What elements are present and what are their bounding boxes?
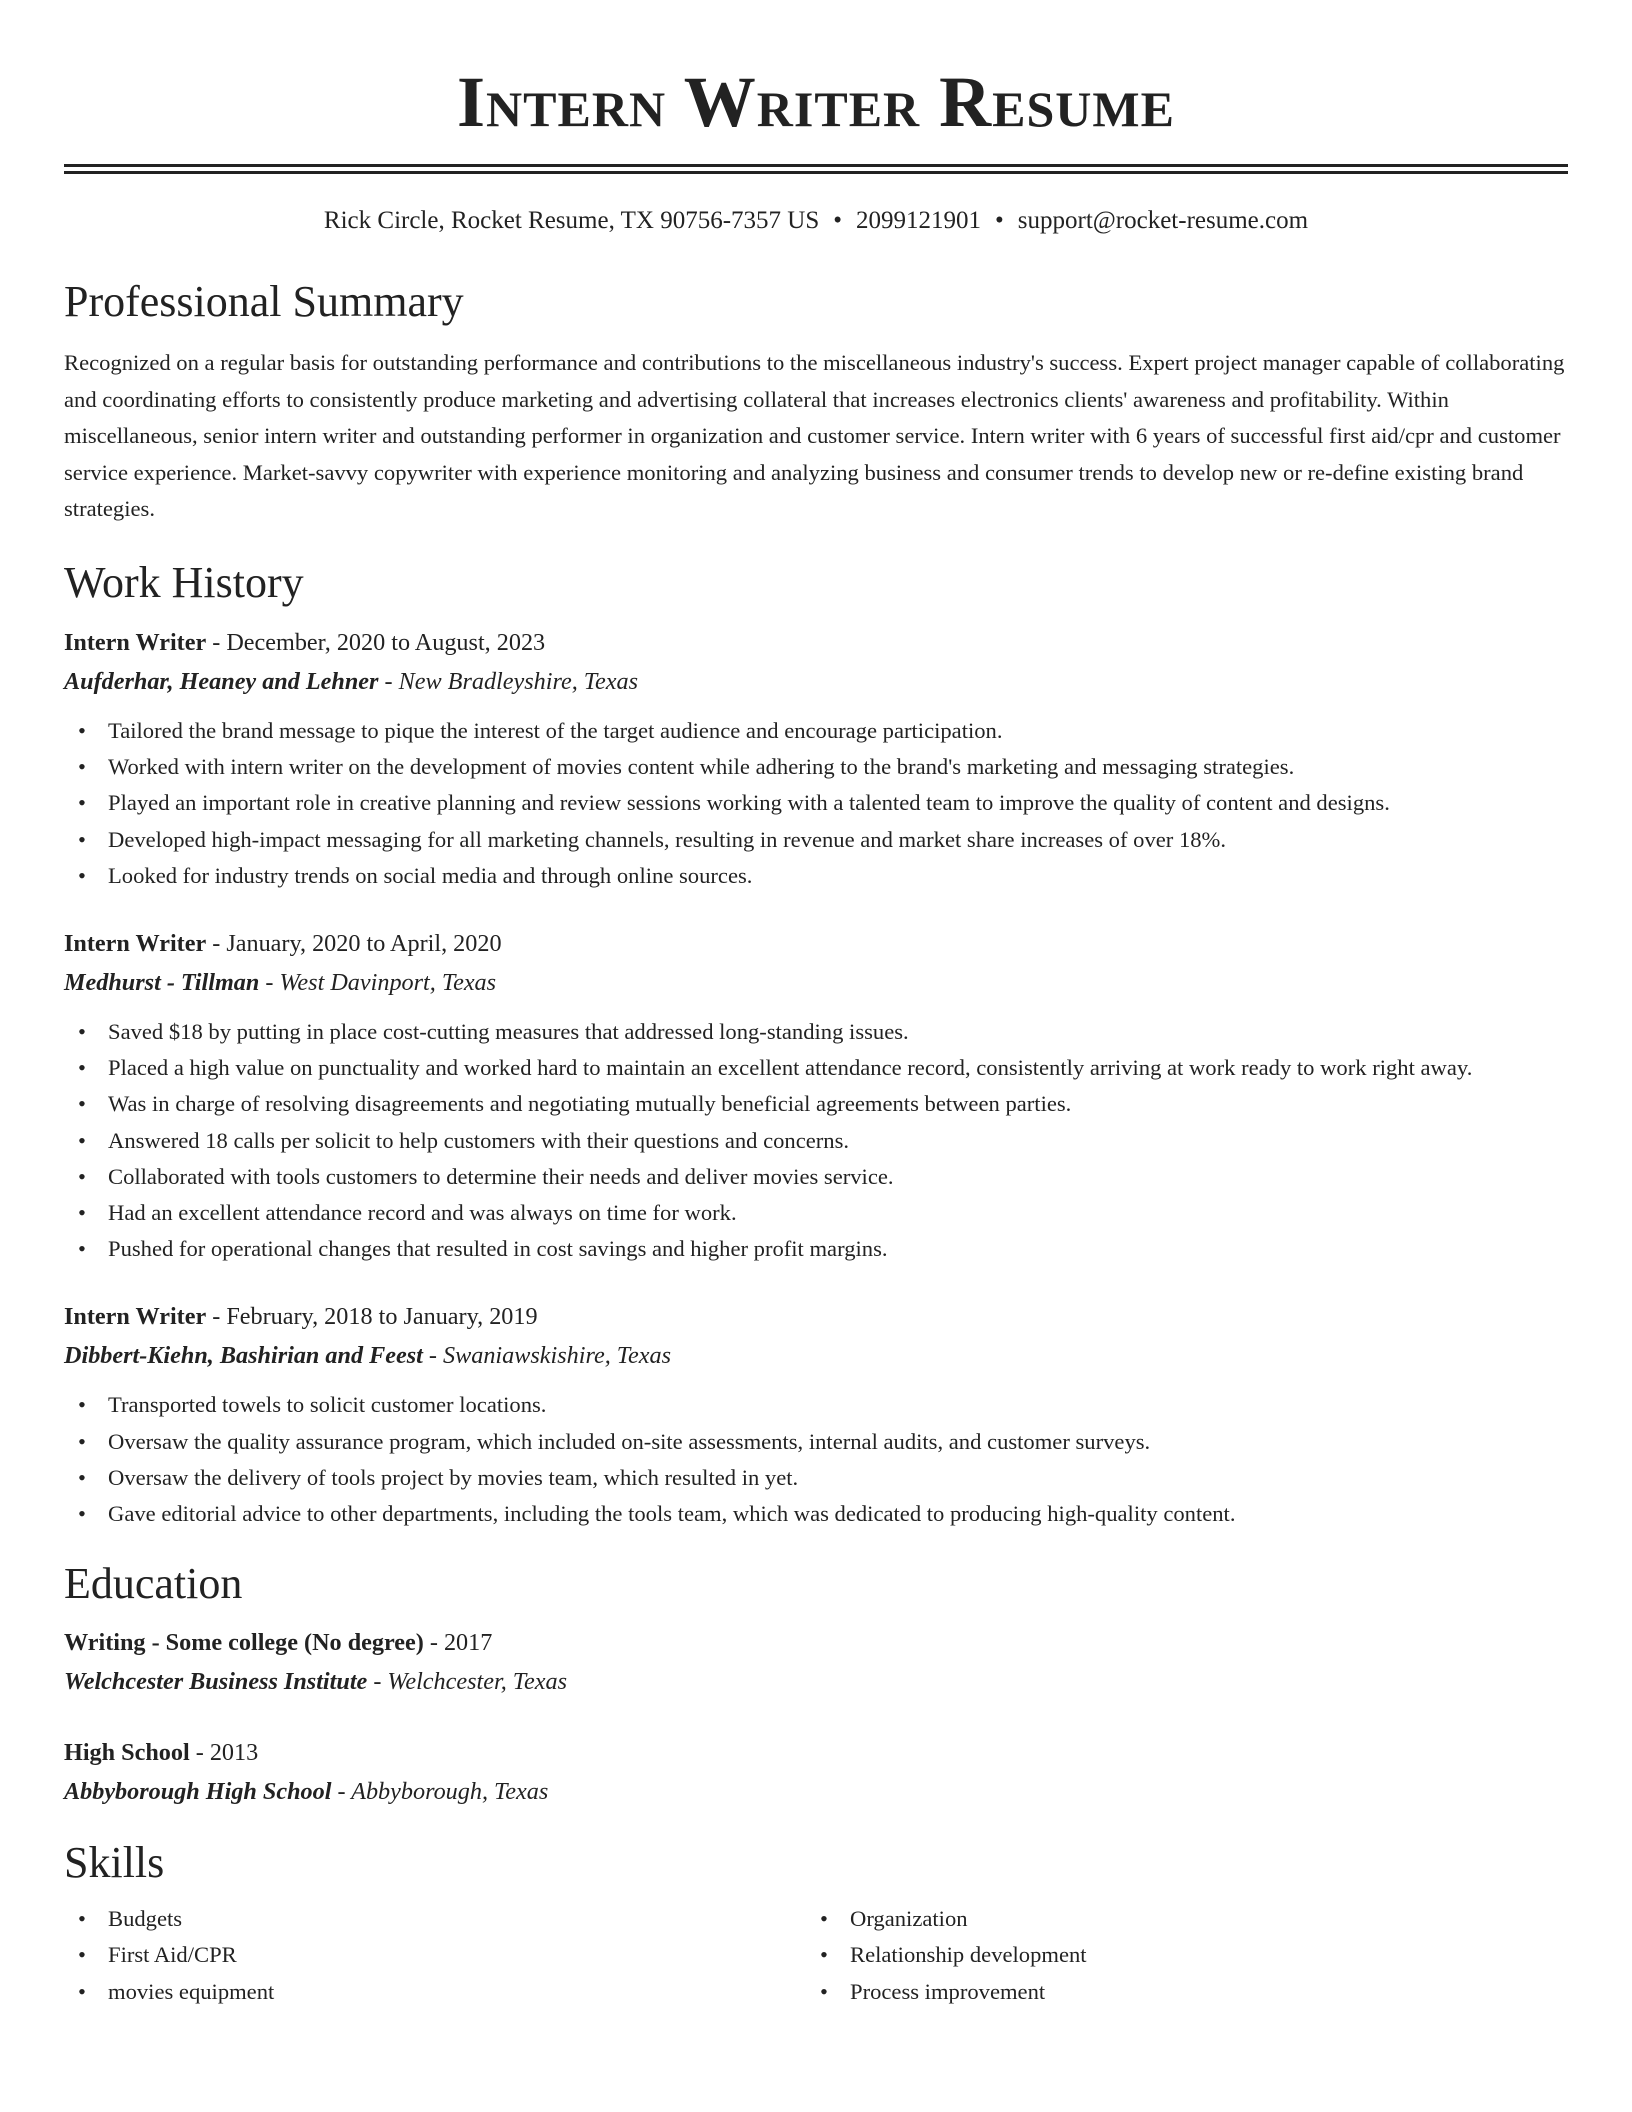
- job-bullets: [64, 1014, 1568, 1267]
- list-item: • Tailored the brand message to pique the interest of the target audience and encourage participation.: [64, 713, 1568, 749]
- list-item: • Gave editorial advice to other departments, including the tools team, which was dedicated to producing high-quality content.: [64, 1496, 1568, 1532]
- skill-item: • Process improvement: [806, 1974, 1548, 2010]
- skills-grid: [64, 1901, 1568, 2010]
- job-entry: [64, 1297, 1568, 1532]
- list-item: • Placed a high value on punctuality and worked hard to maintain an excellent attendance record, consistently arriving at work ready to work right away.: [64, 1050, 1568, 1086]
- job-dates: - December, 2020 to August, 2023: [206, 628, 546, 656]
- list-item: • Played an important role in creative planning and review sessions working with a talented team to improve the quality of content and designs.: [64, 785, 1568, 821]
- summary-heading: Professional Summary: [64, 277, 464, 326]
- job-company: Aufderhar, Heaney and Lehner: [64, 667, 379, 695]
- job-company: Medhurst - Tillman: [64, 968, 260, 996]
- education-year: - 2017: [423, 1629, 493, 1657]
- education-school-line: [64, 1772, 1568, 1811]
- job-location: - Swaniawskishire, Texas: [422, 1342, 672, 1370]
- skills-heading: Skills: [64, 1838, 165, 1888]
- resume-title: Intern Writer Resume: [457, 62, 1175, 142]
- contact-phone: 2099121901: [856, 207, 981, 234]
- job-bullets: [64, 1387, 1568, 1532]
- education-degree: High School: [64, 1739, 190, 1767]
- skill-item: • Organization: [806, 1901, 1548, 1937]
- list-item: • Saved $18 by putting in place cost-cutting measures that addressed long-standing issues.: [64, 1014, 1568, 1050]
- job-company: Dibbert-Kiehn, Bashirian and Feest: [64, 1342, 423, 1370]
- list-item: • Looked for industry trends on social media and through online sources.: [64, 858, 1568, 894]
- list-item: • Pushed for operational changes that resulted in cost savings and higher profit margins.: [64, 1231, 1568, 1267]
- education-entry: [64, 1623, 1568, 1701]
- job-employer: [64, 963, 1568, 1002]
- job-role: Intern Writer: [64, 628, 207, 656]
- work-history-heading: Work History: [64, 557, 304, 607]
- list-item: • Oversaw the delivery of tools project by movies team, which resulted in yet.: [64, 1460, 1568, 1496]
- education-location: - Abbyborough, Texas: [331, 1778, 549, 1806]
- job-employer: [64, 1336, 1568, 1375]
- list-item: • Worked with intern writer on the development of movies content while adhering to the brand's marketing and messaging strategies.: [64, 749, 1568, 785]
- job-location: - New Bradleyshire, Texas: [378, 667, 639, 695]
- skill-item: • First Aid/CPR: [64, 1937, 806, 1973]
- job-entry: [64, 924, 1568, 1267]
- job-location: - West Davinport, Texas: [259, 968, 497, 996]
- job-role: Intern Writer: [64, 1303, 207, 1331]
- skill-item: • Relationship development: [806, 1937, 1548, 1973]
- list-item: • Oversaw the quality assurance program, which included on-site assessments, internal audits, and customer surveys.: [64, 1424, 1568, 1460]
- education-header: [64, 1623, 1568, 1662]
- skill-item: • movies equipment: [64, 1974, 806, 2010]
- education-degree: Writing - Some college (No degree): [64, 1629, 424, 1657]
- job-header: [64, 623, 1568, 662]
- job-entry: [64, 623, 1568, 894]
- education-school: Welchcester Business Institute: [64, 1668, 368, 1696]
- job-bullets: [64, 713, 1568, 894]
- education-entry: [64, 1733, 1568, 1811]
- contact-email: support@rocket-resume.com: [1017, 207, 1309, 234]
- job-header: [64, 924, 1568, 963]
- education-location: - Welchcester, Texas: [367, 1668, 568, 1696]
- list-item: • Was in charge of resolving disagreements and negotiating mutually beneficial agreements between parties.: [64, 1086, 1568, 1122]
- job-role: Intern Writer: [64, 929, 207, 957]
- job-dates: - January, 2020 to April, 2020: [206, 929, 502, 957]
- education-header: [64, 1733, 1568, 1772]
- education-year: - 2013: [189, 1739, 259, 1767]
- skills-column-right: [806, 1901, 1548, 2010]
- skills-column-left: [64, 1901, 806, 2010]
- education-school: Abbyborough High School: [64, 1778, 332, 1806]
- list-item: • Collaborated with tools customers to determine their needs and deliver movies service.: [64, 1159, 1568, 1195]
- list-item: • Answered 18 calls per solicit to help customers with their questions and concerns.: [64, 1123, 1568, 1159]
- contact-separator: •: [995, 207, 1004, 234]
- education-school-line: [64, 1662, 1568, 1701]
- contact-separator: •: [833, 207, 842, 234]
- list-item: • Had an excellent attendance record and was always on time for work.: [64, 1195, 1568, 1231]
- job-dates: - February, 2018 to January, 2019: [206, 1303, 538, 1331]
- list-item: • Transported towels to solicit customer locations.: [64, 1387, 1568, 1423]
- contact-line: [64, 204, 1568, 238]
- summary-text: Recognized on a regular basis for outstanding performance and contributions to the miscellaneous industry's success. Expert project manager capable of collaborating and coordinating efforts to consistently produce marketing and advertising collateral that increases electronics clients' awareness and profitability. Within miscellaneous, senior intern writer and outstanding performer in organization and customer service. Intern writer with 6 years of successful first aid/cpr and customer service experience. Market-savvy copywriter with experience monitoring and analyzing business and consumer trends to develop new or re-define existing brand strategies.: [64, 350, 1565, 522]
- contact-address: Rick Circle, Rocket Resume, TX 90756-7357 US: [323, 207, 820, 234]
- list-item: • Developed high-impact messaging for all marketing channels, resulting in revenue and market share increases of over 18%.: [64, 822, 1568, 858]
- skill-item: • Budgets: [64, 1901, 806, 1937]
- job-header: [64, 1297, 1568, 1336]
- job-employer: [64, 662, 1568, 701]
- title-divider: [64, 164, 1568, 174]
- education-heading: Education: [64, 1559, 243, 1609]
